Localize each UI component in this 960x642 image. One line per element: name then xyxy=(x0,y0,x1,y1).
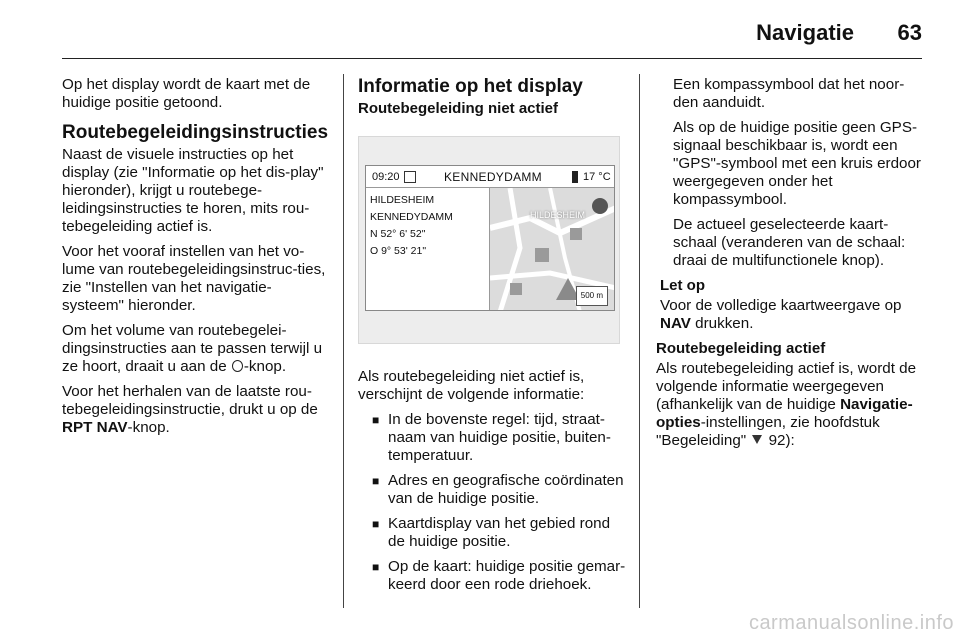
knob-icon xyxy=(232,360,243,372)
navigation-screenshot xyxy=(358,136,620,344)
gps-paragraph: Als op de huidige positie geen GPS-signaal beschikbaar is, wordt een "GPS"-symbool met een kruis erdoor weergegeven onder het kompassymbool. xyxy=(673,119,921,208)
screen-latitude: N 52° 6' 52" xyxy=(370,228,426,240)
page-number: 63 xyxy=(897,20,922,45)
screen-time: 09:20 xyxy=(372,171,400,183)
list-item: ■ Kaartdisplay van het gebied rond de huidige positie. xyxy=(372,515,626,551)
note-block xyxy=(656,277,924,333)
screen-street: KENNEDYDAMM xyxy=(444,170,542,184)
header-rule xyxy=(62,58,922,59)
watermark: carmanualsonline.info xyxy=(748,612,954,634)
list-item: ■ Adres en geografische coördinaten van de huidige positie. xyxy=(372,472,626,508)
not-active-intro: Als routebegeleiding niet actief is, verschijnt de volgende informatie: xyxy=(358,368,585,403)
column-divider-2 xyxy=(639,74,640,608)
screen-info-pane xyxy=(366,188,490,310)
map-scale: 500 m xyxy=(576,286,608,306)
text-span: -instellingen, zie hoofdstuk "Begeleiding" xyxy=(656,414,880,449)
nav-options-label: Navigatie-opties xyxy=(656,396,913,431)
note-heading: Let op xyxy=(660,277,705,294)
not-active-subheading: Routebegeleiding niet actief xyxy=(358,100,559,117)
intro-paragraph: Op het display wordt de kaart met de huidige positie getoond. xyxy=(62,76,311,111)
note-paragraph xyxy=(660,297,924,333)
screen-top-bar xyxy=(366,166,614,188)
compass-paragraph: Een kompassymbool dat het noor-den aanduidt. xyxy=(673,76,905,111)
list-item: ■ Op de kaart: huidige positie gemar-keerd door een rode driehoek. xyxy=(372,558,626,594)
text-span: -knop. xyxy=(243,358,287,375)
screen-longitude: O 9° 53' 21" xyxy=(370,245,427,257)
page-reference-icon xyxy=(752,435,762,444)
map-city-label: HILDESHEIM xyxy=(530,210,586,220)
route-paragraph-4 xyxy=(62,383,328,437)
text-span: Voor de volledige kaartweergave op xyxy=(660,297,902,314)
column-2 xyxy=(358,76,626,601)
gps-icon xyxy=(404,171,416,183)
text-span: -knop. xyxy=(127,419,170,436)
active-paragraph xyxy=(656,360,924,450)
column-divider-1 xyxy=(343,74,344,608)
scale-paragraph: De actueel geselecteerde kaart-schaal (veranderen van de schaal: draai de multifunctionele knop). xyxy=(673,216,906,269)
info-bullet-list xyxy=(358,411,626,594)
text-span: 92): xyxy=(764,432,795,449)
screen-city: HILDESHEIM xyxy=(370,194,435,206)
nav-label: NAV xyxy=(660,315,691,332)
rpt-nav-label: RPT NAV xyxy=(62,419,128,436)
page-title: Navigatie xyxy=(756,20,854,45)
page-header xyxy=(62,10,922,54)
text-span: Om het volume van routebegelei-dingsinstructies aan te passen terwijl u ze hoort, draait u aan de xyxy=(62,322,323,375)
screen-address: KENNEDYDAMM xyxy=(370,211,453,223)
continued-bullet-text xyxy=(656,76,924,270)
screen-map xyxy=(490,188,614,310)
text-span: Voor het herhalen van de laatste rou-tebegeleidingsinstructie, drukt u op de xyxy=(62,383,318,418)
active-subheading: Routebegeleiding actief xyxy=(656,340,826,357)
text-span: Als routebegeleiding actief is, wordt de volgende informatie weergegeven (afhankelijk van de huidige xyxy=(656,360,917,413)
text-span: drukken. xyxy=(690,315,754,332)
list-item: ■ In de bovenste regel: tijd, straat-naam van huidige positie, buiten-temperatuur. xyxy=(372,411,626,465)
column-1 xyxy=(62,76,328,444)
thermometer-icon xyxy=(572,171,578,183)
route-instructions-heading: Routebegeleidingsinstructies xyxy=(62,122,329,143)
route-paragraph-3 xyxy=(62,322,328,376)
column-3 xyxy=(656,76,924,457)
route-paragraph-1: Naast de visuele instructies op het display (zie "Informatie op het dis-play" hieronder), krijgt u routebege-leidingsinstructies te horen, mits rou-tebegeleiding actief is. xyxy=(62,146,324,235)
screen-temperature: 17 °C xyxy=(583,171,611,183)
display-info-heading: Informatie op het display xyxy=(358,76,583,97)
route-paragraph-2: Voor het vooraf instellen van het vo-lume van routebegeleidingsinstruc-ties, zie "Instellen van het navigatie-systeem" hieronder. xyxy=(62,243,326,314)
nav-screen xyxy=(365,165,615,311)
